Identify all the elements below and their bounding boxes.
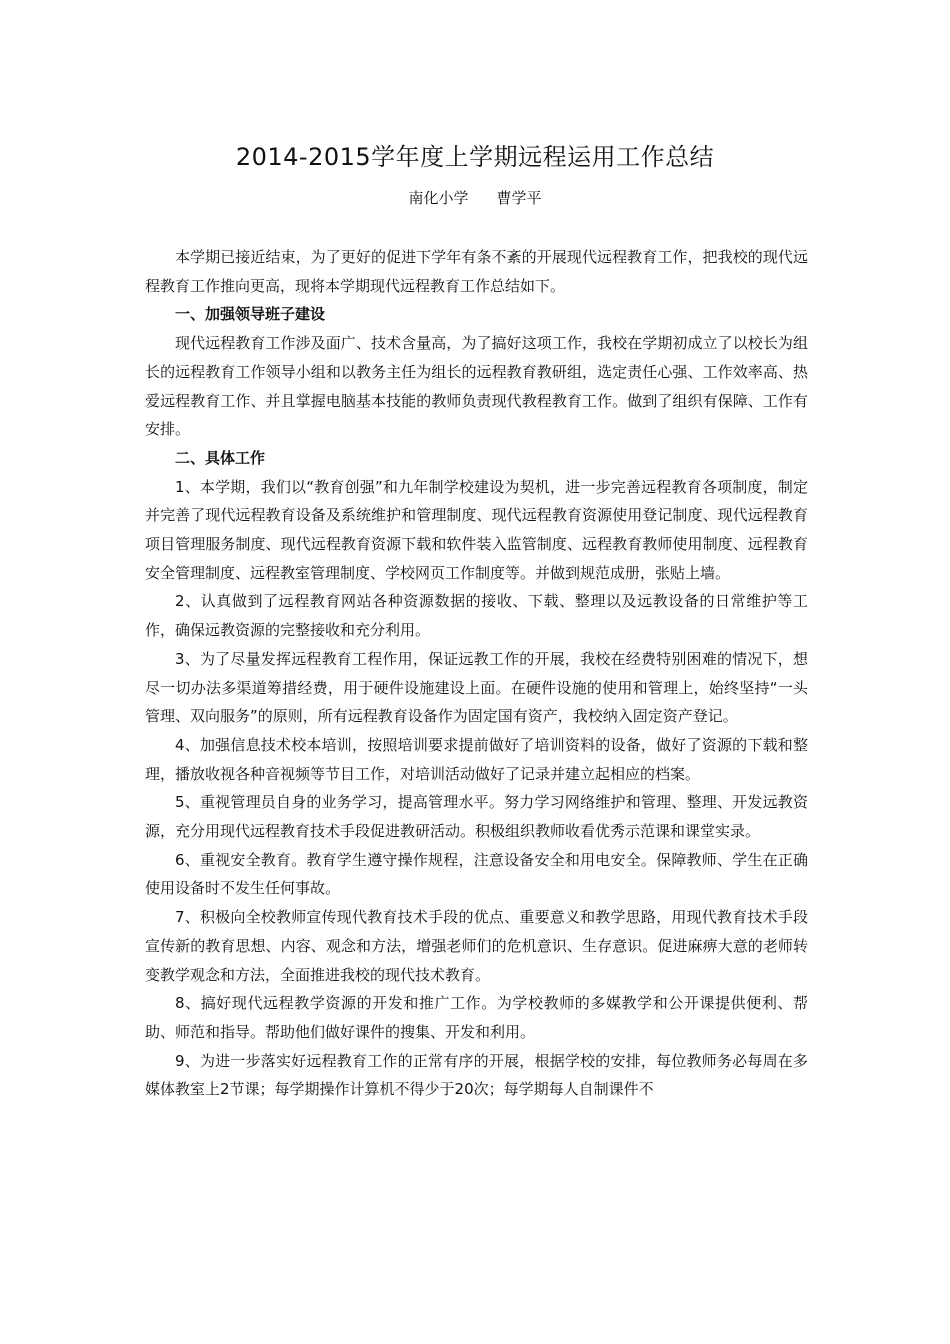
paragraph: 现代远程教育工作涉及面广、技术含量高，为了搞好这项工作，我校在学期初成立了以校长为组长的远程教育工作领导小组和以教务主任为组长的远程教育教研组，选定责任心强、工作效率高、热爱远程教育工作、并且掌握电脑基本技能的教师负责现代教程教育工作。做到了组织有保障、工作有安排。	[145, 334, 808, 439]
paragraph: 4、加强信息技术校本培训，按照培训要求提前做好了培训资料的设备，做好了资源的下载和整理，播放收视各种音视频等节目工作，对培训活动做好了记录并建立起相应的档案。	[145, 735, 808, 783]
paragraph: 1、本学期，我们以“教育创强”和九年制学校建设为契机，进一步完善远程教育各项制度，制定并完善了现代远程教育设备及系统维护和管理制度、现代远程教育资源使用登记制度、现代远程教育项目管理服务制度、现代远程教育资源下载和软件装入监管制度、远程教育教师使用制度、远程教育安全管理制度、远程教室管理制度、学校网页工作制度等。并做到规范成册，张贴上墙。	[145, 477, 808, 582]
paragraph: 9、为进一步落实好远程教育工作的正常有序的开展，根据学校的安排，每位教师务必每周在多媒体教室上2节课；每学期操作计算机不得少于20次；每学期每人自制课件不	[145, 1051, 808, 1099]
paragraph: 6、重视安全教育。教育学生遵守操作规程，注意设备安全和用电安全。保障教师、学生在正确使用设备时不发生任何事故。	[145, 850, 808, 898]
section-heading: 二、具体工作	[175, 448, 266, 467]
paragraph: 3、为了尽量发挥远程教育工程作用，保证远教工作的开展，我校在经费特别困难的情况下，想尽一切办法多渠道筹措经费，用于硬件设施建设上面。在硬件设施的使用和管理上，始终坚持“一头管理、双向服务”的原则，所有远程教育设备作为固定国有资产，我校纳入固定资产登记。	[145, 649, 808, 726]
document-body	[145, 243, 808, 1104]
school-name: 南化小学	[408, 189, 469, 207]
author-name: 曹学平	[496, 189, 542, 207]
paragraph: 2、认真做到了远程教育网站各种资源数据的接收、下载、整理以及远教设备的日常维护等工作，确保远教资源的完整接收和充分利用。	[145, 592, 808, 640]
section-heading: 一、加强领导班子建设	[175, 305, 326, 324]
paragraph: 8、搞好现代远程教学资源的开发和推广工作。为学校教师的多媒教学和公开课提供便利、帮助、师范和指导。帮助他们做好课件的搜集、开发和利用。	[145, 994, 808, 1041]
intro-paragraph: 本学期已接近结束，为了更好的促进下学年有条不紊的开展现代远程教育工作，把我校的现代远程教育工作推向更高，现将本学期现代远程教育工作总结如下。	[145, 248, 808, 295]
document-title: 2014-2015学年度上学期远程运用工作总结	[235, 143, 715, 171]
paragraph: 5、重视管理员自身的业务学习，提高管理水平。努力学习网络维护和管理、整理、开发远教资源，充分用现代远程教育技术手段促进教研活动。积极组织教师收看优秀示范课和课堂实录。	[145, 793, 808, 841]
byline	[0, 186, 950, 210]
paragraph: 7、积极向全校教师宣传现代教育技术手段的优点、重要意义和教学思路，用现代教育技术手段宣传新的教育思想、内容、观念和方法，增强老师们的危机意识、生存意识。促进麻痹大意的老师转变教学观念和方法，全面推进我校的现代技术教育。	[145, 908, 808, 984]
